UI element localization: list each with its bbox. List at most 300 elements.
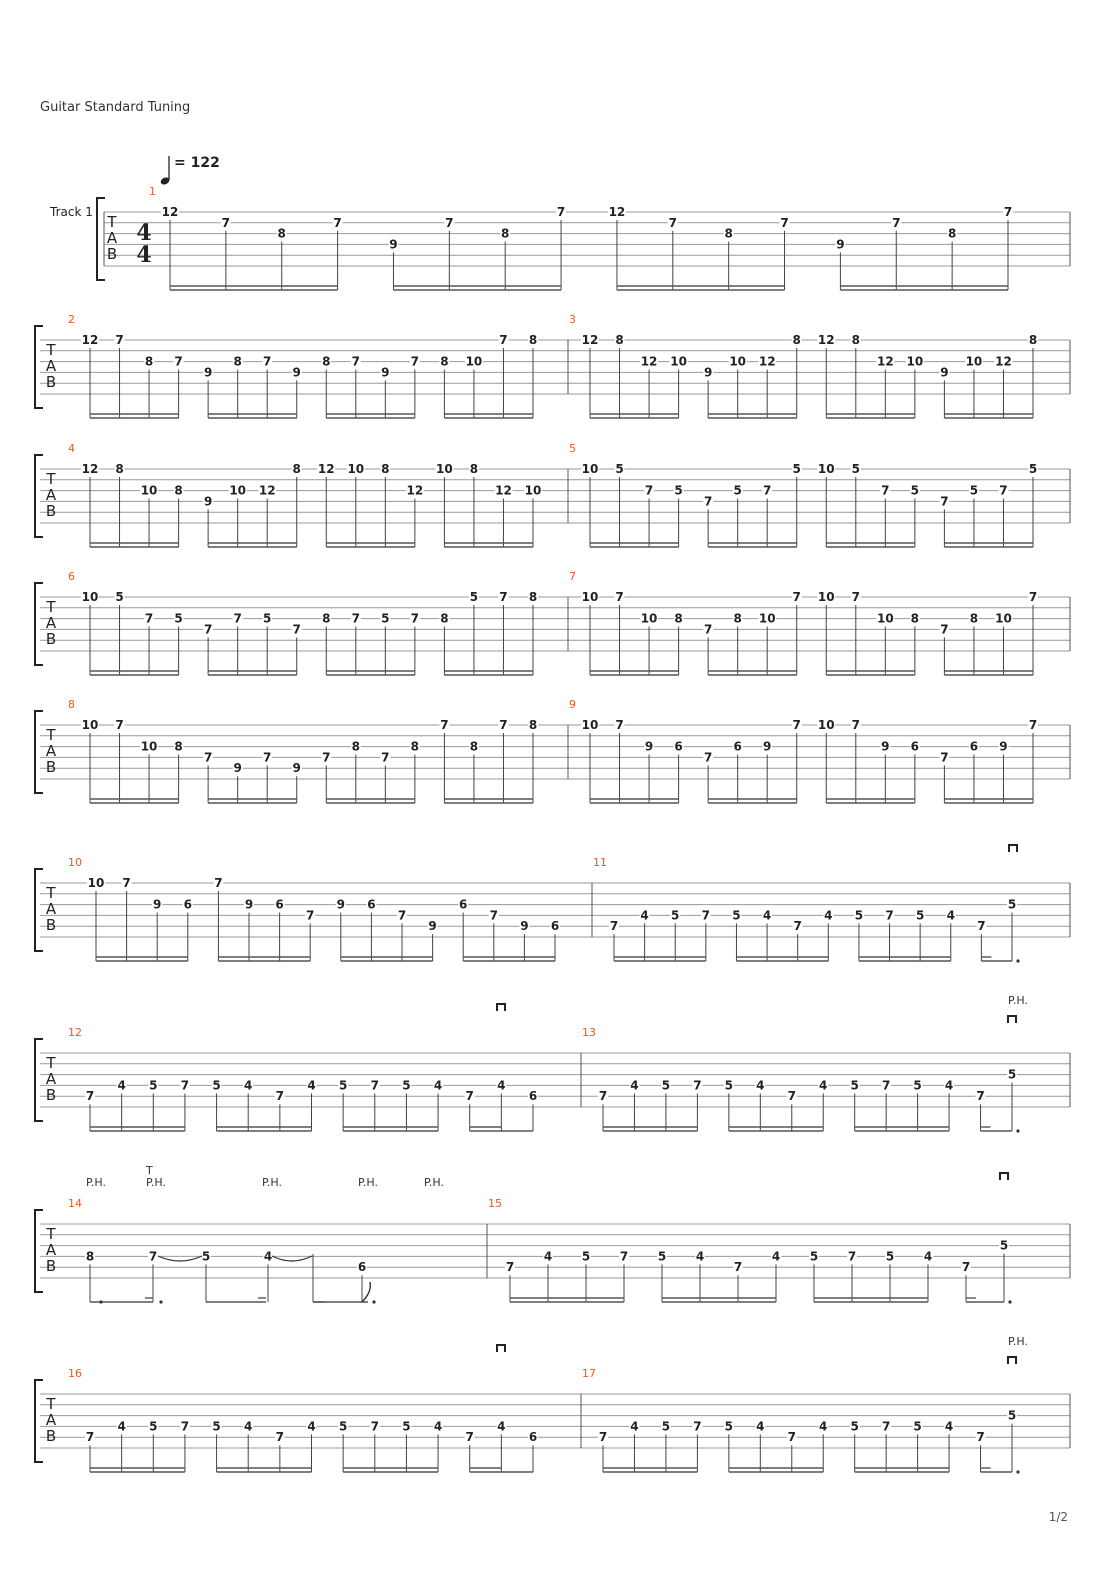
fret-number: 5 [809, 1249, 819, 1264]
fret-number: 7 [703, 494, 713, 509]
system-bracket [35, 1210, 43, 1292]
fret-number: 4 [117, 1078, 126, 1093]
system-bracket [35, 1380, 43, 1462]
fret-number: 7 [885, 908, 894, 923]
fret-number: 4 [543, 1249, 553, 1264]
fret-number: 8 [115, 462, 124, 476]
dot [1016, 1470, 1019, 1473]
palm-mute-label: P.H. [262, 1176, 282, 1189]
palm-mute-label: P.H. [1008, 1335, 1028, 1348]
fret-number: 12 [495, 483, 512, 498]
fret-number: 4 [756, 1419, 765, 1434]
measure-number: 4 [68, 442, 75, 455]
system-bracket [35, 583, 43, 665]
fret-number: 6 [528, 1430, 538, 1445]
fret-number: 5 [1007, 1408, 1017, 1423]
tab-clef-letter: A [45, 1411, 57, 1429]
track-name: Track 1 [50, 205, 93, 219]
downstroke-icon [497, 1345, 505, 1352]
fret-number: 7 [999, 483, 1008, 498]
fret-number: 6 [275, 897, 284, 912]
fret-number: 7 [733, 1260, 743, 1275]
fret-number: 9 [244, 897, 254, 912]
fret-number: 8 [233, 354, 242, 369]
fret-number: 7 [668, 215, 677, 230]
fret-number: 7 [115, 333, 124, 347]
fret-number: 8 [410, 739, 420, 754]
tab-clef-letter: B [45, 373, 57, 391]
fret-number: 10 [906, 354, 924, 369]
tab-system [35, 1197, 1070, 1304]
system-bracket [35, 326, 43, 408]
fret-number: 8 [322, 611, 331, 626]
fret-number: 10 [81, 718, 99, 732]
tab-clef-letter: T [107, 213, 117, 231]
fret-number: 4 [771, 1249, 781, 1264]
fret-number: 5 [913, 1078, 922, 1093]
fret-number: 7 [203, 622, 213, 637]
fret-number: 5 [212, 1419, 221, 1434]
fret-number: 4 [640, 908, 649, 923]
fret-number: 7 [703, 750, 713, 765]
fret-number: 7 [214, 876, 223, 890]
fret-number: 8 [792, 333, 801, 347]
fret-number: 12 [161, 205, 179, 219]
fret-number: 6 [910, 739, 920, 754]
palm-mute-label: P.H. [424, 1176, 444, 1189]
fret-number: 9 [292, 761, 301, 776]
fret-number: 7 [148, 1249, 158, 1264]
fret-number: 10 [581, 718, 599, 732]
fret-number: 6 [183, 897, 192, 912]
fret-number: 9 [153, 897, 162, 912]
fret-number: 10 [347, 462, 365, 476]
fret-number: 10 [729, 354, 747, 369]
fret-number: 7 [556, 205, 566, 219]
tab-clef-letter: T [46, 470, 56, 488]
fret-number: 5 [674, 483, 683, 498]
fret-number: 8 [351, 739, 360, 754]
fret-number: 5 [792, 462, 801, 476]
measure-number: 3 [569, 313, 576, 326]
fret-number: 5 [724, 1419, 734, 1434]
fret-number: 8 [292, 462, 301, 476]
fret-number: 10 [995, 611, 1012, 626]
fret-number: 10 [876, 611, 894, 626]
fret-number: 4 [923, 1249, 933, 1264]
fret-number: 8 [851, 333, 860, 347]
palm-mute-label: P.H. [146, 1176, 166, 1189]
fret-number: 7 [892, 215, 901, 230]
fret-number: 4 [756, 1078, 765, 1093]
tab-clef-letter: B [45, 758, 57, 776]
fret-number: 9 [381, 365, 390, 380]
tab-clef-letter: B [45, 1257, 57, 1275]
downstroke-icon [1000, 1173, 1008, 1180]
fret-number: 8 [969, 611, 979, 626]
fret-number: 7 [221, 215, 231, 230]
fret-number: 5 [212, 1078, 221, 1093]
system-bracket [35, 711, 43, 793]
tab-clef-letter: T [46, 726, 56, 744]
fret-number: 4 [307, 1419, 316, 1434]
palm-mute-label: P.H. [86, 1176, 106, 1189]
fret-number: 10 [581, 590, 599, 604]
tab-clef-letter: T [46, 1395, 56, 1413]
fret-number: 5 [149, 1419, 158, 1434]
fret-number: 7 [977, 919, 986, 934]
fret-number: 6 [733, 739, 742, 754]
fret-number: 7 [787, 1089, 796, 1104]
fret-number: 9 [836, 237, 845, 252]
measure-number: 5 [569, 442, 576, 455]
fret-number: 7 [701, 908, 711, 923]
fret-number: 7 [693, 1078, 702, 1093]
fret-number: 7 [292, 622, 301, 637]
fret-number: 10 [81, 590, 99, 604]
tab-system [35, 570, 1070, 675]
fret-number: 12 [81, 333, 99, 347]
fret-number: 10 [965, 354, 983, 369]
fret-number: 6 [357, 1260, 367, 1275]
fret-number: 7 [976, 1430, 985, 1445]
fret-number: 4 [117, 1419, 126, 1434]
tab-clef-letter: T [46, 884, 56, 902]
fret-number: 10 [817, 718, 835, 732]
tab-clef-letter: B [106, 245, 118, 263]
fret-number: 9 [520, 919, 529, 934]
fret-number: 7 [851, 590, 860, 604]
fret-number: 12 [581, 333, 599, 347]
fret-number: 7 [85, 1089, 95, 1104]
fret-number: 4 [497, 1419, 506, 1434]
fret-number: 7 [505, 1260, 515, 1275]
fret-number: 7 [499, 718, 508, 732]
fret-number: 4 [263, 1249, 273, 1264]
fret-number: 7 [322, 750, 331, 765]
measure-number: 10 [68, 856, 82, 869]
fret-number: 8 [322, 354, 331, 369]
fret-number: 5 [661, 1078, 671, 1093]
fret-number: 12 [876, 354, 894, 369]
fret-number: 9 [389, 237, 398, 252]
fret-number: 8 [910, 611, 920, 626]
measure-number: 7 [569, 570, 576, 583]
fret-number: 9 [644, 739, 654, 754]
fret-number: 7 [397, 908, 407, 923]
time-signature-top: 4 [136, 220, 152, 246]
fret-number: 7 [174, 354, 183, 369]
fret-number: 4 [433, 1419, 443, 1434]
downstroke-icon [1008, 1357, 1016, 1364]
fret-number: 7 [851, 718, 860, 732]
fret-number: 4 [433, 1078, 443, 1093]
fret-number: 7 [306, 908, 315, 923]
measure-number: 14 [68, 1197, 82, 1210]
fret-number: 7 [619, 1249, 629, 1264]
palm-mute-label: P.H. [358, 1176, 378, 1189]
fret-number: 5 [671, 908, 680, 923]
time-signature-bottom: 4 [136, 242, 152, 268]
fret-number: 9 [203, 365, 213, 380]
tab-system [35, 698, 1070, 803]
fret-number: 7 [180, 1078, 190, 1093]
tab-clef-letter: A [45, 614, 57, 632]
fret-number: 9 [336, 897, 345, 912]
fret-number: 8 [733, 611, 742, 626]
tab-clef-letter: B [45, 630, 57, 648]
tab-system [35, 856, 1070, 963]
fret-number: 10 [817, 462, 835, 476]
fret-number: 7 [370, 1078, 379, 1093]
tab-clef-letter: A [106, 229, 118, 247]
fret-number: 7 [465, 1430, 474, 1445]
fret-number: 7 [940, 622, 949, 637]
measure-number: 15 [488, 1197, 502, 1210]
fret-number: 5 [338, 1078, 348, 1093]
fret-number: 7 [499, 333, 508, 347]
fret-number: 7 [703, 622, 713, 637]
tap-label: T [146, 1164, 153, 1177]
fret-number: 4 [819, 1419, 828, 1434]
fret-number: 4 [630, 1078, 639, 1093]
fret-number: 4 [695, 1249, 705, 1264]
fret-number: 5 [1007, 1067, 1017, 1082]
tab-clef-letter: T [46, 341, 56, 359]
fret-number: 7 [263, 750, 272, 765]
fret-number: 10 [140, 739, 158, 754]
fret-number: 7 [847, 1249, 857, 1264]
fret-number: 7 [275, 1089, 285, 1104]
fret-number: 7 [598, 1430, 608, 1445]
fret-number: 8 [174, 739, 183, 754]
fret-number: 8 [947, 226, 957, 241]
fret-number: 5 [115, 590, 124, 604]
fret-number: 5 [1007, 897, 1017, 912]
fret-number: 4 [819, 1078, 828, 1093]
tab-clef-letter: A [45, 900, 57, 918]
dot [1008, 1300, 1011, 1303]
fret-number: 8 [528, 333, 538, 347]
tuning-label: Guitar Standard Tuning [40, 100, 191, 115]
fret-number: 9 [763, 739, 772, 754]
fret-number: 7 [609, 919, 619, 934]
fret-number: 6 [969, 739, 979, 754]
measure-number: 13 [582, 1026, 596, 1039]
fret-number: 5 [999, 1238, 1009, 1253]
dot [99, 1300, 102, 1303]
fret-number: 5 [910, 483, 920, 498]
measure-number: 9 [569, 698, 576, 711]
fret-number: 8 [440, 611, 449, 626]
fret-number: 10 [140, 483, 158, 498]
fret-number: 5 [381, 611, 390, 626]
fret-number: 7 [881, 1419, 891, 1434]
fret-number: 10 [640, 611, 658, 626]
dot [159, 1300, 162, 1303]
tab-clef-letter: A [45, 486, 57, 504]
note-flag [362, 1282, 370, 1302]
fret-number: 7 [615, 590, 624, 604]
fret-number: 5 [657, 1249, 667, 1264]
fret-number: 9 [428, 919, 437, 934]
fret-number: 10 [87, 876, 105, 890]
fret-number: 5 [402, 1078, 411, 1093]
fret-number: 10 [229, 483, 247, 498]
fret-number: 7 [381, 750, 390, 765]
fret-number: 10 [581, 462, 599, 476]
fret-number: 8 [615, 333, 624, 347]
fret-number: 5 [732, 908, 741, 923]
tab-system [35, 442, 1070, 547]
measure-number: 6 [68, 570, 75, 583]
fret-number: 8 [469, 462, 479, 476]
fret-number: 12 [317, 462, 335, 476]
system-bracket [35, 1039, 43, 1121]
tab-clef-letter: B [45, 1427, 57, 1445]
fret-number: 8 [174, 483, 183, 498]
measure-number: 2 [68, 313, 75, 326]
fret-number: 5 [149, 1078, 158, 1093]
tab-clef-letter: B [45, 502, 57, 520]
tab-clef-letter: B [45, 916, 57, 934]
fret-number: 6 [674, 739, 683, 754]
fret-number: 4 [762, 908, 772, 923]
tab-system [35, 313, 1070, 418]
fret-number: 5 [885, 1249, 895, 1264]
fret-number: 5 [174, 611, 183, 626]
tab-clef-letter: A [45, 357, 57, 375]
fret-number: 8 [501, 226, 510, 241]
fret-number: 8 [144, 354, 154, 369]
fret-number: 7 [644, 483, 654, 498]
tab-clef-letter: B [45, 1086, 57, 1104]
fret-number: 8 [469, 739, 479, 754]
fret-number: 5 [338, 1419, 348, 1434]
fret-number: 5 [854, 908, 864, 923]
tab-system [35, 1367, 1070, 1474]
fret-number: 12 [406, 483, 424, 498]
downstroke-icon [1009, 845, 1017, 852]
tab-clef-letter: A [45, 1241, 57, 1259]
fret-number: 4 [497, 1078, 506, 1093]
fret-number: 6 [367, 897, 376, 912]
fret-number: 9 [292, 365, 301, 380]
fret-number: 7 [881, 1078, 891, 1093]
downstroke-icon [1008, 1016, 1016, 1023]
fret-number: 7 [792, 718, 801, 732]
fret-number: 7 [1028, 718, 1038, 732]
fret-number: 5 [581, 1249, 591, 1264]
dot [1016, 959, 1019, 962]
fret-number: 6 [550, 919, 560, 934]
fret-number: 5 [733, 483, 742, 498]
fret-number: 7 [976, 1089, 985, 1104]
fret-number: 12 [258, 483, 276, 498]
fret-number: 7 [1003, 205, 1013, 219]
fret-number: 7 [440, 718, 449, 732]
tab-clef-letter: T [46, 1054, 56, 1072]
measure-number: 1 [149, 185, 156, 198]
fret-number: 7 [144, 611, 154, 626]
fret-number: 6 [459, 897, 468, 912]
fret-number: 10 [524, 483, 542, 498]
fret-number: 5 [402, 1419, 411, 1434]
fret-number: 5 [969, 483, 979, 498]
fret-number: 4 [244, 1078, 253, 1093]
fret-number: 4 [946, 908, 955, 923]
fret-number: 7 [370, 1419, 379, 1434]
fret-number: 5 [661, 1419, 671, 1434]
fret-number: 7 [122, 876, 131, 890]
fret-number: 12 [817, 333, 835, 347]
fret-number: 7 [351, 354, 360, 369]
fret-number: 5 [201, 1249, 211, 1264]
fret-number: 6 [528, 1089, 538, 1104]
measure-number: 11 [593, 856, 607, 869]
fret-number: 8 [674, 611, 683, 626]
fret-number: 8 [1028, 333, 1038, 347]
fret-number: 8 [528, 590, 538, 604]
fret-number: 12 [640, 354, 658, 369]
dot [1016, 1129, 1019, 1132]
measure-number: 8 [68, 698, 75, 711]
fret-number: 10 [758, 611, 776, 626]
fret-number: 9 [203, 494, 213, 509]
fret-number: 4 [630, 1419, 639, 1434]
fret-number: 7 [233, 611, 242, 626]
fret-number: 7 [263, 354, 272, 369]
fret-number: 8 [528, 718, 538, 732]
fret-number: 12 [995, 354, 1012, 369]
fret-number: 7 [787, 1430, 796, 1445]
fret-number: 4 [244, 1419, 253, 1434]
fret-number: 8 [381, 462, 390, 476]
fret-number: 8 [277, 226, 286, 241]
tab-system [97, 185, 1070, 290]
fret-number: 7 [792, 590, 801, 604]
system-bracket [35, 869, 43, 951]
fret-number: 10 [817, 590, 835, 604]
fret-number: 5 [850, 1078, 859, 1093]
fret-number: 7 [180, 1419, 190, 1434]
dot [372, 1300, 375, 1303]
fret-number: 7 [693, 1419, 702, 1434]
fret-number: 7 [410, 611, 420, 626]
fret-number: 12 [608, 205, 626, 219]
fret-number: 7 [85, 1430, 95, 1445]
fret-number: 9 [233, 761, 242, 776]
fret-number: 7 [793, 919, 802, 934]
tab-clef-letter: T [46, 598, 56, 616]
fret-number: 10 [670, 354, 687, 369]
fret-number: 5 [913, 1419, 922, 1434]
fret-number: 9 [999, 739, 1008, 754]
fret-number: 9 [940, 365, 949, 380]
fret-number: 7 [333, 215, 342, 230]
fret-number: 10 [465, 354, 483, 369]
fret-number: 5 [1028, 462, 1038, 476]
fret-number: 7 [445, 215, 454, 230]
tab-system [35, 1026, 1070, 1133]
fret-number: 12 [758, 354, 776, 369]
fret-number: 7 [203, 750, 213, 765]
fret-number: 8 [724, 226, 733, 241]
fret-number: 7 [598, 1089, 608, 1104]
fret-number: 7 [881, 483, 890, 498]
tempo-value: = 122 [174, 155, 220, 171]
fret-number: 4 [824, 908, 833, 923]
